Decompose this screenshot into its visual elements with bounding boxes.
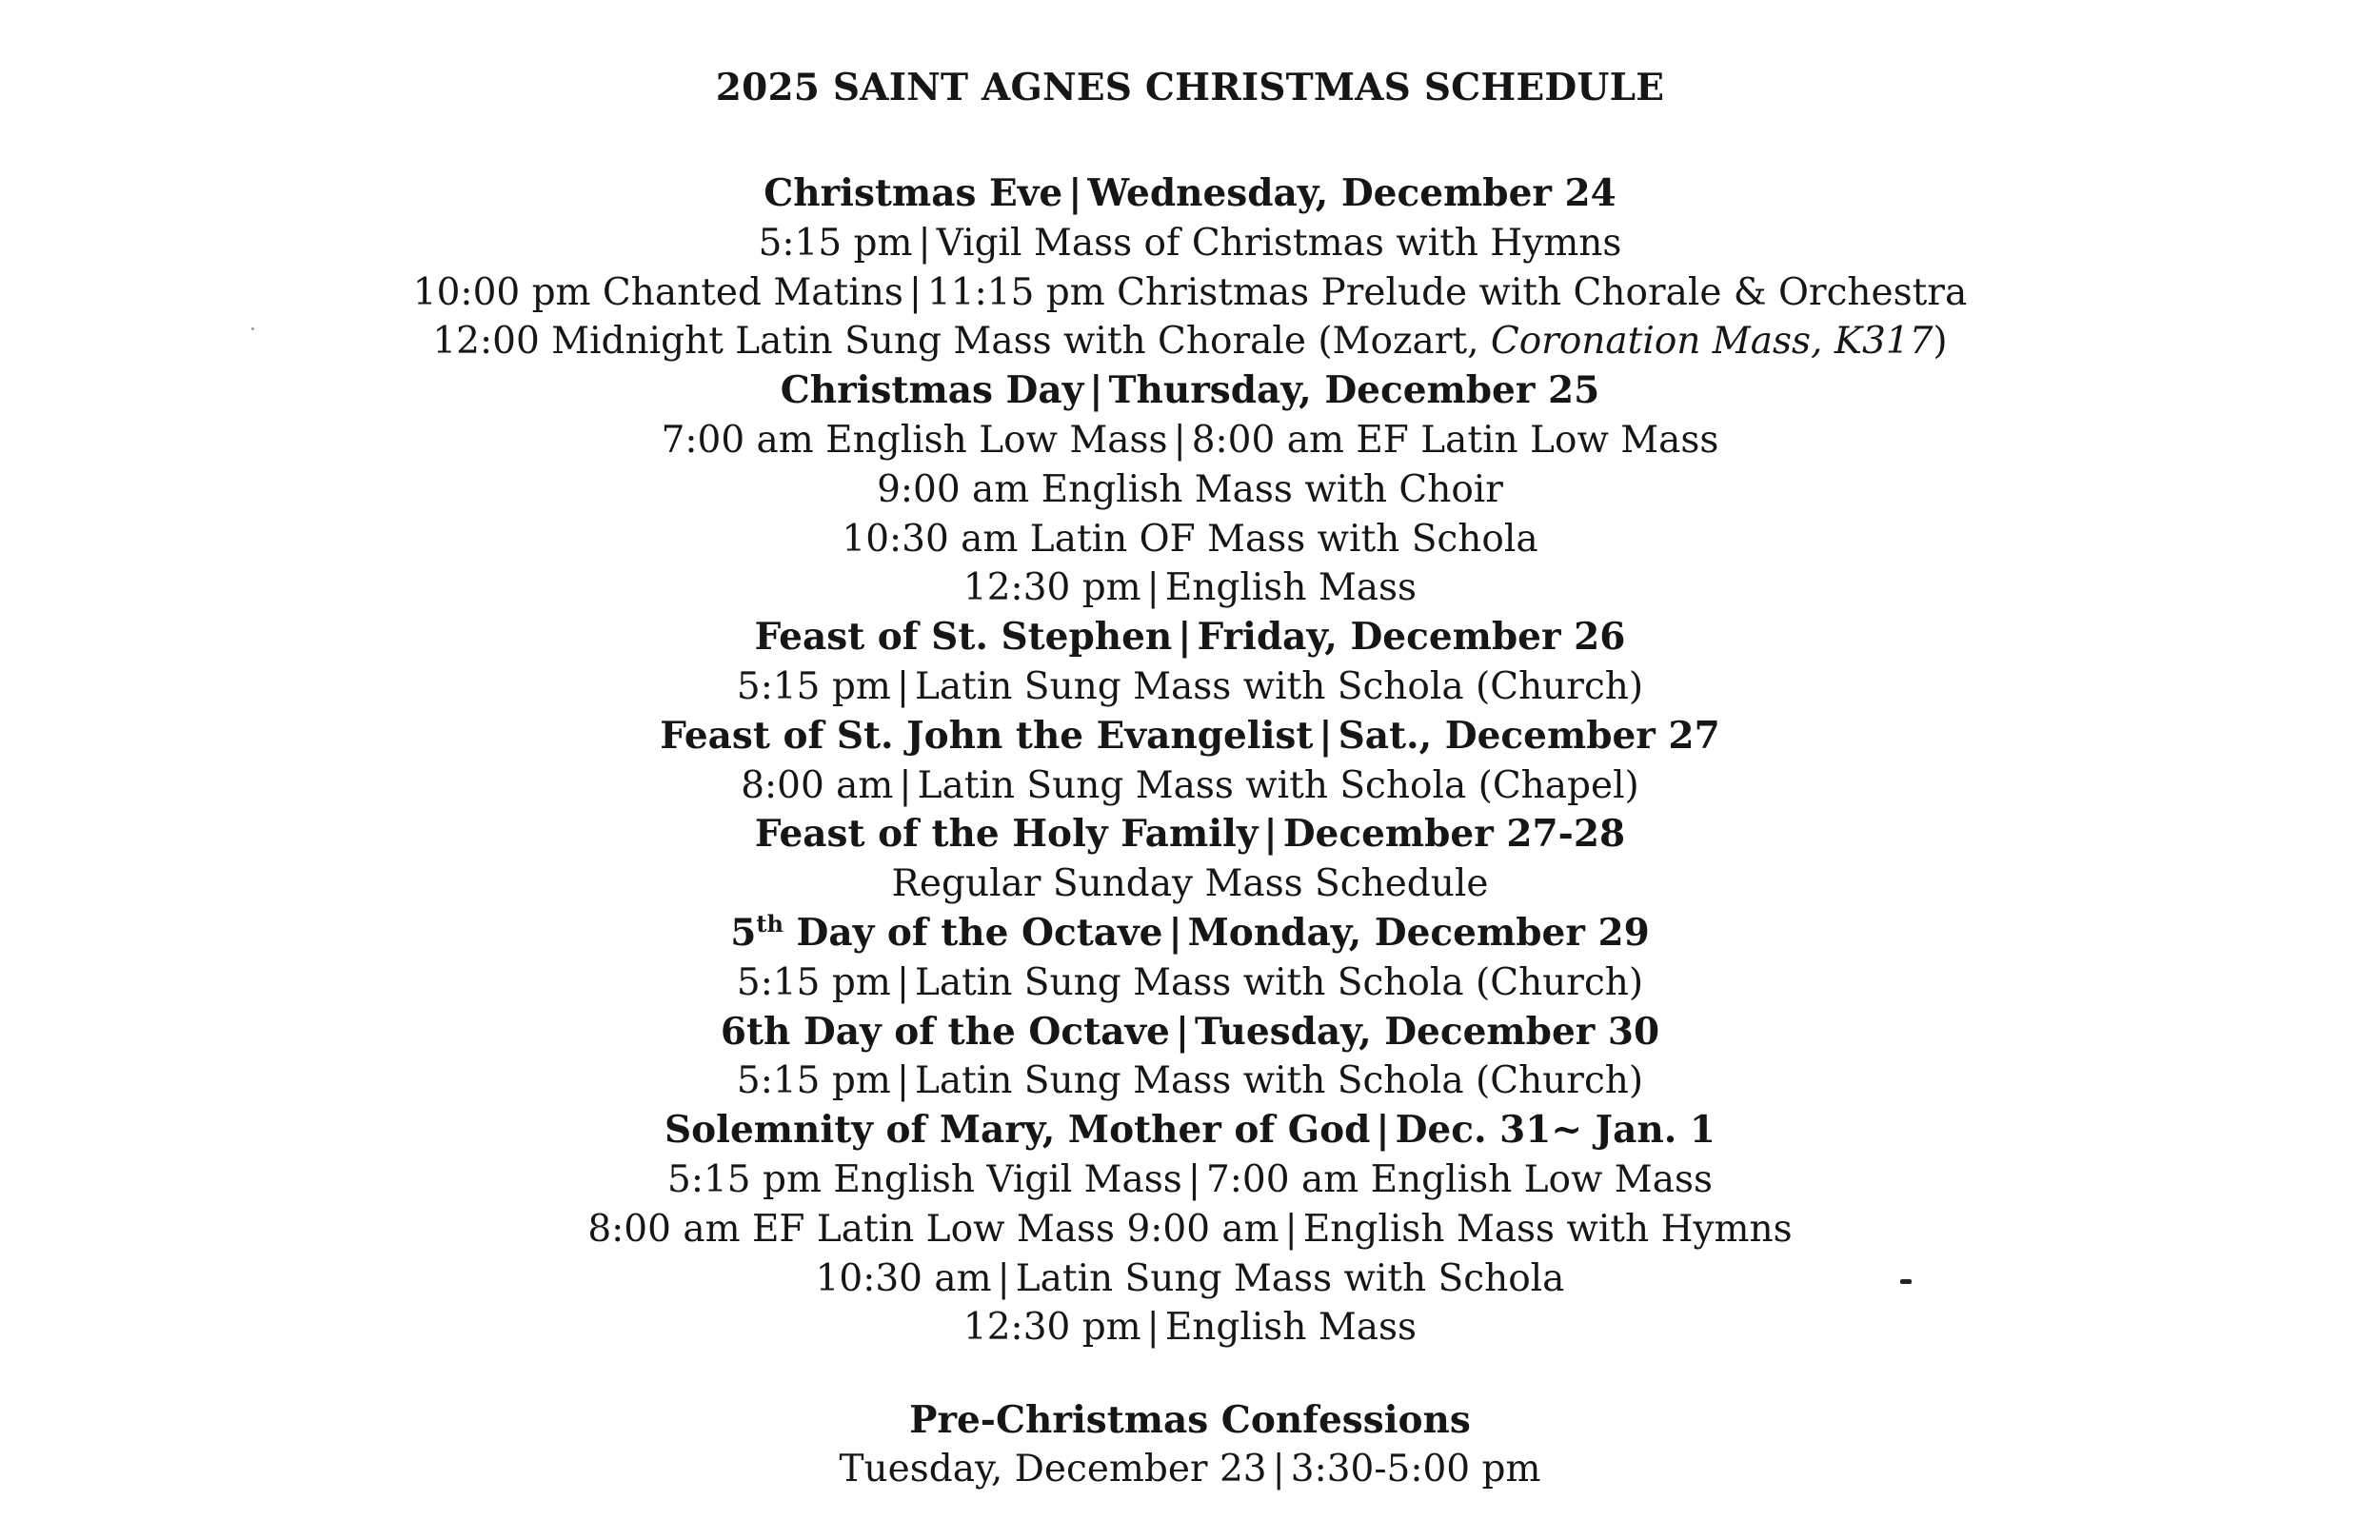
heading-date: Wednesday, December 24: [1087, 171, 1616, 215]
separator: |: [896, 664, 909, 708]
separator: |: [896, 960, 909, 1004]
heading-date: Monday, December 29: [1187, 910, 1650, 955]
schedule-line: [0, 465, 2380, 515]
section-heading-5th-day-octave: [0, 909, 2380, 958]
schedule-time: 5:15 pm: [736, 664, 891, 708]
schedule-text: 11:15 pm Christmas Prelude with Chorale & Orchestra: [926, 270, 1968, 314]
separator: |: [918, 221, 931, 265]
separator: |: [1168, 910, 1182, 955]
heading-date: Friday, December 26: [1197, 615, 1626, 660]
heading-date: Tuesday, December 30: [1195, 1009, 1660, 1054]
schedule-line: [0, 219, 2380, 268]
heading-name: Feast of St. John the Evangelist: [660, 713, 1314, 758]
schedule-text: Regular Sunday Mass Schedule: [891, 862, 1489, 906]
schedule-text: Vigil Mass of Christmas with Hymns: [936, 221, 1622, 265]
schedule-line: [0, 563, 2380, 613]
separator: |: [896, 1059, 909, 1103]
schedule-text-italic: Coronation Mass, K317: [1490, 320, 1934, 364]
schedule-line: [0, 317, 2380, 366]
heading-date: Sat., December 27: [1338, 713, 1720, 758]
separator: |: [1178, 615, 1192, 660]
heading-name: Christmas Day: [780, 368, 1084, 413]
heading-name: 5: [730, 910, 757, 955]
separator: |: [1272, 1448, 1285, 1491]
schedule-text: 7:00 am English Low Mass: [1205, 1157, 1713, 1201]
separator: |: [1263, 812, 1278, 857]
schedule-text: Latin Sung Mass with Schola (Church): [914, 1059, 1644, 1103]
schedule-line: [0, 859, 2380, 909]
section-heading-christmas-day: [0, 366, 2380, 416]
schedule-line: [0, 1254, 2380, 1304]
schedule-time: 5:15 pm: [758, 221, 913, 265]
schedule-text: 10:00 pm Chanted Matins: [412, 270, 903, 314]
separator: |: [1319, 713, 1333, 758]
separator: |: [899, 763, 912, 807]
schedule-text: 7:00 am English Low Mass: [661, 418, 1168, 462]
schedule-time: 5:15 pm: [736, 960, 891, 1004]
scan-speck: [251, 327, 254, 330]
schedule-line: [0, 1056, 2380, 1106]
schedule-text: Latin Sung Mass with Schola (Church): [914, 664, 1644, 708]
schedule-line: [0, 958, 2380, 1008]
section-heading-st-john: [0, 712, 2380, 761]
heading-name: Day of the Octave: [783, 910, 1163, 955]
schedule-time: 5:15 pm: [736, 1059, 891, 1103]
schedule-text: 10:30 am Latin OF Mass with Schola: [842, 517, 1538, 561]
schedule-text: English Mass with Hymns: [1302, 1207, 1793, 1251]
schedule-time: 8:00 am: [741, 763, 894, 807]
separator: |: [1089, 368, 1103, 413]
separator: |: [908, 270, 922, 314]
section-heading-6th-day-octave: [0, 1008, 2380, 1057]
confessions-block: [0, 1395, 2380, 1494]
schedule-line: [0, 515, 2380, 564]
schedule-text: Latin Sung Mass with Schola (Chapel): [917, 763, 1639, 807]
separator: |: [1146, 1306, 1160, 1350]
heading-name: 6th Day of the Octave: [720, 1009, 1170, 1054]
section-heading-st-stephen: [0, 613, 2380, 662]
schedule-text: 12:00 Midnight Latin Sung Mass with Chorale (Mozart,: [432, 320, 1491, 364]
scan-speck: [1900, 1279, 1912, 1284]
separator: |: [1173, 418, 1186, 462]
schedule-text: 8:00 am EF Latin Low Mass: [1191, 418, 1719, 462]
schedule-text: Latin Sung Mass with Schola (Church): [914, 960, 1644, 1004]
separator: |: [1146, 566, 1160, 610]
schedule-time: 12:30 pm: [962, 1306, 1141, 1350]
schedule-line: [0, 1205, 2380, 1254]
schedule-text: Latin Sung Mass with Schola: [1015, 1256, 1565, 1300]
separator: |: [1284, 1207, 1298, 1251]
ordinal-suffix: th: [756, 909, 783, 938]
schedule-list: [0, 169, 2380, 1352]
heading-name: Christmas Eve: [764, 171, 1063, 215]
confessions-date: Tuesday, December 23: [839, 1448, 1267, 1491]
separator: |: [1175, 1009, 1190, 1054]
schedule-time: 10:30 am: [815, 1256, 992, 1300]
schedule-line: [0, 761, 2380, 811]
confessions-heading: Pre-Christmas Confessions: [909, 1398, 1471, 1442]
schedule-text: English Mass: [1164, 1306, 1418, 1350]
heading-date: Dec. 31~ Jan. 1: [1395, 1108, 1716, 1153]
schedule-text: 9:00 am English Mass with Choir: [877, 467, 1503, 511]
schedule-text: 5:15 pm English Vigil Mass: [667, 1157, 1182, 1201]
heading-name: Feast of the Holy Family: [754, 812, 1259, 857]
schedule-text: 8:00 am EF Latin Low Mass 9:00 am: [587, 1207, 1279, 1251]
separator: |: [1376, 1108, 1390, 1153]
page-title: 2025 SAINT AGNES CHRISTMAS SCHEDULE: [715, 66, 1665, 109]
heading-date: Thursday, December 25: [1108, 368, 1600, 413]
schedule-line: [0, 268, 2380, 318]
schedule-text: English Mass: [1164, 566, 1418, 610]
heading-date: December 27-28: [1282, 812, 1626, 857]
schedule-line: [0, 416, 2380, 465]
separator: |: [1187, 1157, 1200, 1201]
schedule-line: [0, 662, 2380, 712]
confessions-time: 3:30-5:00 pm: [1290, 1448, 1541, 1491]
heading-name: Feast of St. Stephen: [754, 615, 1173, 660]
section-heading-christmas-eve: [0, 169, 2380, 219]
separator: |: [997, 1256, 1010, 1300]
section-heading-solemnity-mary: [0, 1106, 2380, 1155]
separator: |: [1068, 171, 1082, 215]
heading-name: Solemnity of Mary, Mother of God: [664, 1108, 1371, 1153]
confessions-line: [0, 1445, 2380, 1494]
schedule-time: 12:30 pm: [962, 566, 1141, 610]
schedule-text: ): [1933, 320, 1948, 364]
schedule-line: [0, 1303, 2380, 1352]
schedule-line: [0, 1155, 2380, 1205]
section-heading-holy-family: [0, 810, 2380, 859]
